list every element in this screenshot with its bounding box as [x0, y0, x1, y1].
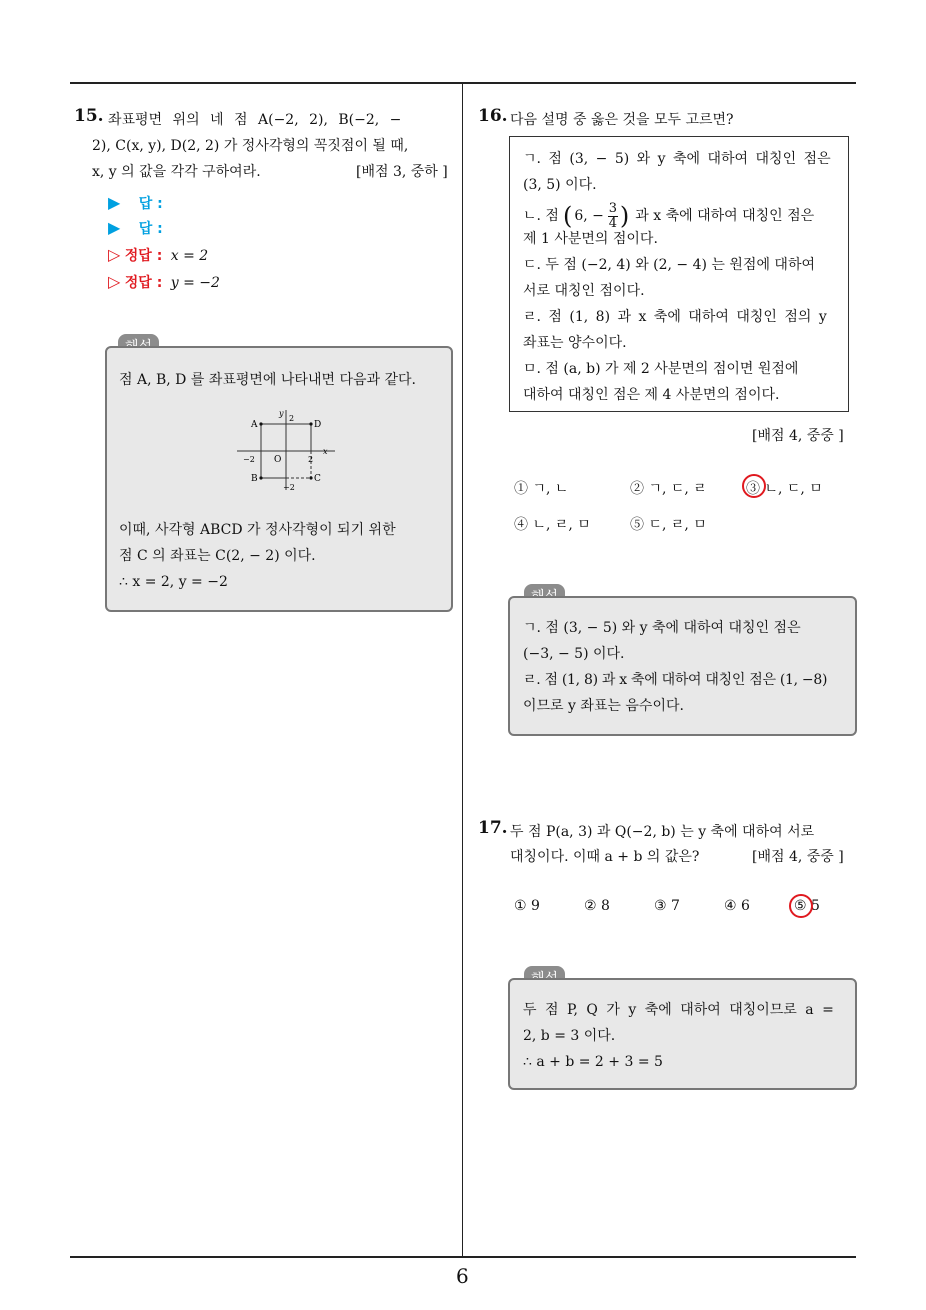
q16-fraction	[608, 202, 618, 231]
tick-neg2-bottom: −2	[283, 483, 295, 492]
q16-explanation-box	[508, 596, 857, 736]
q15-correct-row-2	[108, 272, 220, 292]
column-divider	[462, 82, 463, 1258]
play-icon: ▶	[108, 193, 121, 212]
q16-statement-box	[509, 136, 849, 412]
q16-choice-1[interactable]: ① ㄱ, ㄴ	[514, 481, 569, 497]
label-x: x	[323, 447, 328, 456]
q16-s5b: 대하여 대칭인 점은 제 4 사분면의 점이다.	[523, 387, 780, 403]
q16-s3b: 서로 대칭인 점이다.	[523, 283, 645, 299]
q16-exp-line3: ㄹ. 점 (1, 8) 과 x 축에 대하여 대칭인 점은 (1, −8)	[523, 672, 828, 688]
q16-score: [배점 4, 중중 ]	[752, 428, 844, 444]
q16-s2a-post: 과 x 축에 대하여 대칭인 점은	[635, 208, 815, 224]
tick-neg2-left: −2	[243, 455, 255, 464]
point-d	[309, 422, 312, 425]
q16-s2a: ㄴ. 점 ( 6, − 3 4 ) 과 x 축에 대하여 대칭인 점은	[523, 200, 815, 231]
tick-2-top: 2	[289, 414, 295, 423]
coordinate-graph	[231, 406, 351, 496]
q15-exp-line4: ∴ x = 2, y = −2	[119, 574, 228, 590]
q17-exp-line2: 2, b = 3 이다.	[523, 1028, 616, 1044]
q15-line3: x, y 의 값을 각각 구하여라.	[92, 164, 261, 180]
label-y: y	[279, 409, 284, 418]
q16-s2a-pre: ㄴ. 점	[523, 208, 559, 224]
q16-choice-5[interactable]: ⑤ ㄷ, ㄹ, ㅁ	[630, 517, 707, 533]
q17-explanation-box	[508, 978, 857, 1090]
q16-question: 다음 설명 중 옳은 것을 모두 고르면?	[510, 112, 734, 128]
q15-explanation-box	[105, 346, 453, 612]
q16-exp-line2: (−3, − 5) 이다.	[523, 646, 625, 662]
q16-s1a: ㄱ. 점 (3, − 5) 와 y 축에 대하여 대칭인 점은	[523, 151, 831, 167]
correct-label: 정답 :	[124, 275, 163, 291]
answer-label: 답 :	[138, 196, 163, 212]
correct-label: 정답 :	[124, 248, 163, 264]
q17-line1: 두 점 P(a, 3) 과 Q(−2, b) 는 y 축에 대하여 서로	[510, 824, 815, 840]
q17-choice-2[interactable]: ② 8	[584, 898, 610, 914]
label-b: B	[251, 474, 258, 484]
q16-exp-line4: 이므로 y 좌표는 음수이다.	[523, 698, 684, 714]
q17-choice-4[interactable]: ④ 6	[724, 898, 750, 914]
q16-choice-4[interactable]: ④ ㄴ, ㄹ, ㅁ	[514, 517, 591, 533]
q16-s5a: ㅁ. 점 (a, b) 가 제 2 사분면의 점이면 원점에	[523, 361, 799, 377]
bottom-rule	[70, 1256, 856, 1258]
point-a	[259, 422, 262, 425]
q17-choice-1[interactable]: ① 9	[514, 898, 540, 914]
q16-frac-den: 4	[608, 215, 618, 231]
play-outline-icon: ▷	[108, 272, 121, 291]
q16-s3a: ㄷ. 두 점 (−2, 4) 와 (2, − 4) 는 원점에 대하여	[523, 257, 816, 273]
q17-exp-line1: 두 점 P, Q 가 y 축에 대하여 대칭이므로 a =	[523, 1002, 834, 1018]
q16-s2a-x: 6, −	[574, 208, 604, 224]
q16-s4a: ㄹ. 점 (1, 8) 과 x 축에 대하여 대칭인 점의 y	[523, 309, 827, 325]
q15-score: [배점 3, 중하 ]	[356, 164, 448, 180]
q15-line2: 2), C(x, y), D(2, 2) 가 정사각형의 꼭짓점이 될 때,	[92, 138, 409, 154]
top-rule	[70, 82, 856, 84]
q15-exp-line2: 이때, 사각형 ABCD 가 정사각형이 되기 위한	[119, 522, 396, 538]
q17-exp-line3: ∴ a + b = 2 + 3 = 5	[523, 1054, 663, 1070]
q16-s2b: 제 1 사분면의 점이다.	[523, 231, 658, 247]
answer-label: 답 :	[138, 221, 163, 237]
q16-s1b: (3, 5) 이다.	[523, 177, 597, 193]
q16-choice-2[interactable]: ② ㄱ, ㄷ, ㄹ	[630, 481, 707, 497]
correct-value: y = −2	[170, 275, 220, 291]
q16-s4b: 좌표는 양수이다.	[523, 335, 627, 351]
q17-line2: 대칭이다. 이때 a + b 의 값은?	[510, 849, 700, 865]
correct-value: x = 2	[170, 248, 209, 264]
q16-exp-line1: ㄱ. 점 (3, − 5) 와 y 축에 대하여 대칭인 점은	[523, 620, 801, 636]
label-a: A	[251, 420, 258, 430]
q17-selected-answer-mark	[789, 894, 813, 918]
q17-number: 17.	[478, 818, 508, 838]
page-number: 6	[456, 1264, 469, 1288]
point-b	[259, 476, 262, 479]
play-outline-icon: ▷	[108, 245, 121, 264]
play-icon: ▶	[108, 218, 121, 237]
q16-frac-num: 3	[608, 200, 618, 216]
q15-answer-row-1	[108, 193, 163, 213]
q15-exp-line3: 점 C 의 좌표는 C(2, − 2) 이다.	[119, 548, 316, 564]
label-o: O	[274, 455, 282, 465]
tick-2-right: 2	[308, 455, 314, 464]
q15-answer-row-2	[108, 218, 163, 238]
q16-choice-3[interactable]: ③ ㄴ, ㄷ, ㅁ	[746, 481, 823, 497]
label-c: C	[314, 474, 321, 484]
q17-choice-3[interactable]: ③ 7	[654, 898, 680, 914]
q17-score: [배점 4, 중중 ]	[752, 849, 844, 865]
q15-line1: 좌표평면 위의 네 점 A(−2, 2), B(−2, −	[108, 112, 402, 128]
q17-choice-5[interactable]: ⑤ 5	[794, 898, 820, 914]
q15-number: 15.	[74, 106, 104, 126]
q16-selected-answer-mark	[742, 474, 766, 498]
q16-number: 16.	[478, 106, 508, 126]
label-d: D	[314, 420, 322, 430]
point-c	[309, 476, 312, 479]
q15-correct-row-1	[108, 245, 208, 265]
q15-exp-line1: 점 A, B, D 를 좌표평면에 나타내면 다음과 같다.	[119, 372, 416, 388]
